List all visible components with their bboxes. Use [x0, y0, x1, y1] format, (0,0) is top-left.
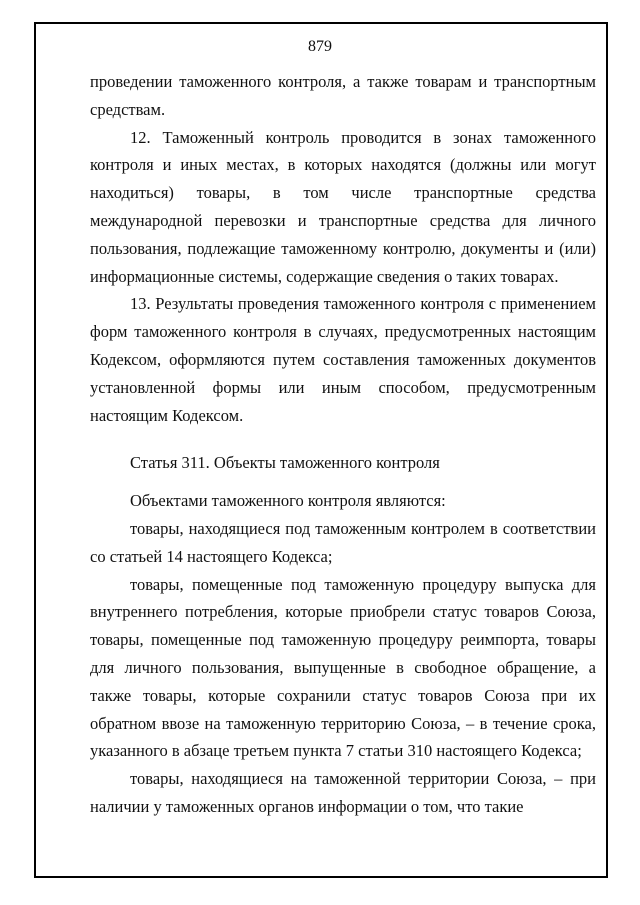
- paragraph-item-12: 12. Таможенный контроль проводится в зонах таможенного контроля и иных местах, в которых находятся (должны или могут находиться) товары, в том числе транспортные средства международной перевозки и транспортные средства для личного пользования, подлежащие таможенному контролю, документы и (или) информационные системы, содержащие сведения о таких товарах.: [90, 127, 596, 286]
- paragraph-continued: проведении таможенного контроля, а также товарам и транспортным средствам.: [90, 72, 596, 119]
- spacer: [90, 429, 596, 449]
- paragraph-intro: Объектами таможенного контроля являются:: [130, 491, 446, 511]
- spacer: [90, 477, 596, 487]
- paragraph-list-item: товары, находящиеся под таможенным контролем в соответствии со статьей 14 настоящего Кодекса;: [90, 518, 596, 566]
- article-heading: Статья 311. Объекты таможенного контроля: [130, 453, 440, 473]
- paragraph-list-item: товары, находящиеся на таможенной территории Союза, – при наличии у таможенных органов информации о том, что такие: [90, 769, 596, 816]
- paragraph-list-item: товары, помещенные под таможенную процедуру выпуска для внутреннего потребления, которые приобрели статус товаров Союза, товары, помещенные под таможенную процедуру реимпорта, товары для личного пользования, выпущенные в свободное обращение, а также товары, которые сохранили статус товаров Союза при их обратном ввозе на таможенную территорию Союза, – в течение срока, указанного в абзаце третьем пункта 7 статьи 310 настоящего Кодекса;: [90, 574, 596, 761]
- page-number: 879: [308, 38, 332, 55]
- paragraph-item-13: 13. Результаты проведения таможенного контроля с применением форм таможенного контроля в случаях, предусмотренных настоящим Кодексом, оформляются путем составления таможенных документов установленной формы или иным способом, предусмотренным настоящим Кодексом.: [90, 294, 596, 425]
- document-body: [90, 68, 596, 821]
